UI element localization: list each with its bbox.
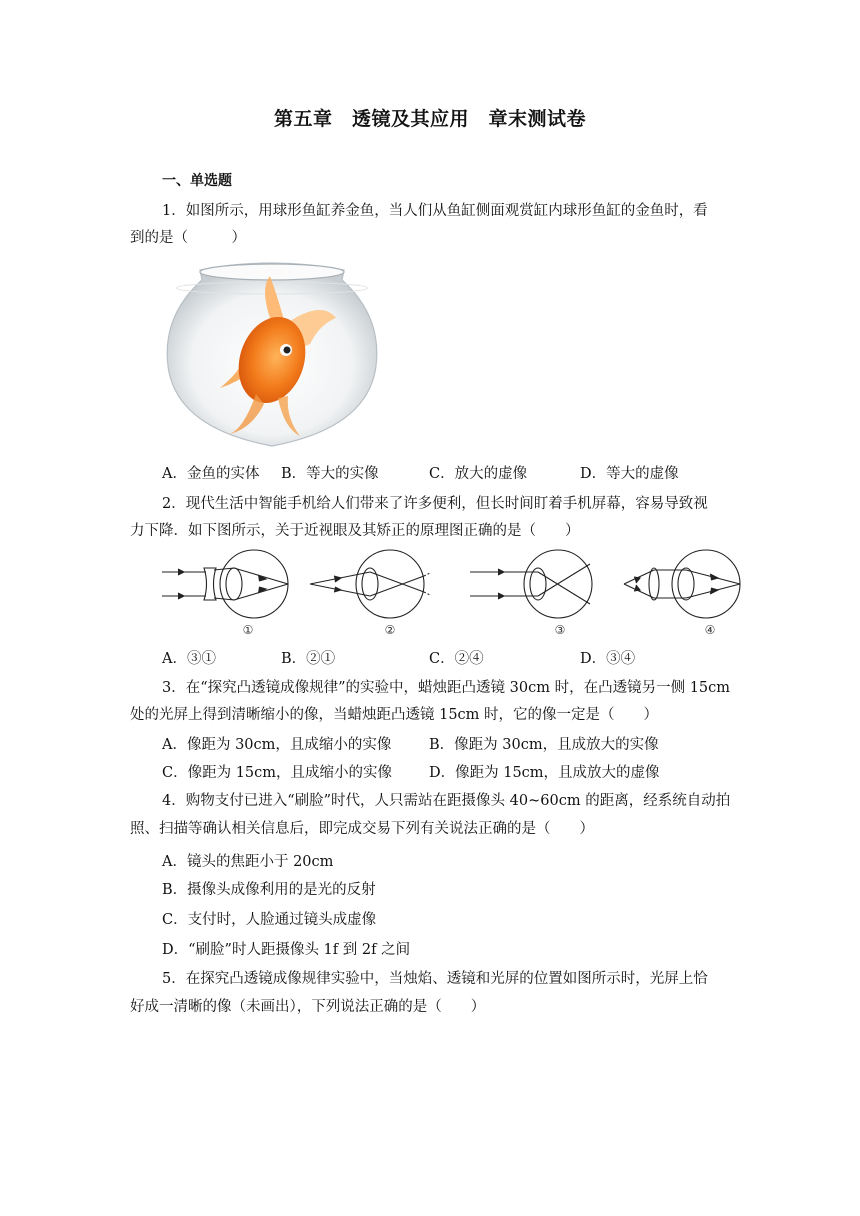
q1-text-line2: 到的是（ ） bbox=[130, 230, 246, 246]
q2-option-a: A．③① bbox=[162, 651, 216, 667]
q4-option-c: C．支付时，人脸通过镜头成虚像 bbox=[162, 912, 377, 928]
page-title: 第五章 透镜及其应用 章末测试卷 bbox=[273, 108, 586, 130]
section-heading: 一、单选题 bbox=[162, 173, 232, 189]
q1-option-c: C．放大的虚像 bbox=[429, 466, 528, 482]
q3-option-d: D．像距为 15cm，且成放大的虚像 bbox=[429, 765, 660, 781]
eye-diagram-4 bbox=[624, 550, 740, 618]
q4-text-line2: 照、扫描等确认相关信息后，即完成交易下列有关说法正确的是（ ） bbox=[130, 821, 594, 837]
q5-text-line1: 5．在探究凸透镜成像规律实验中，当烛焰、透镜和光屏的位置如图所示时，光屏上恰 bbox=[162, 971, 708, 987]
q2-text-line2: 力下降．如下图所示，关于近视眼及其矫正的原理图正确的是（ ） bbox=[130, 523, 580, 539]
q1-text-line1: 1．如图所示，用球形鱼缸养金鱼，当人们从鱼缸侧面观赏缸内球形鱼缸的金鱼时，看 bbox=[162, 203, 708, 219]
q3-option-c: C．像距为 15cm，且成缩小的实像 bbox=[162, 765, 393, 781]
eye-diagram-1 bbox=[162, 550, 288, 618]
q4-option-d: D．“刷脸”时人距摄像头 1f 到 2f 之间 bbox=[162, 942, 411, 958]
q1-option-a: A．金鱼的实体 bbox=[162, 466, 260, 482]
q1-option-b: B．等大的实像 bbox=[281, 466, 379, 482]
q3-text-line1: 3．在“探究凸透镜成像规律”的实验中，蜡烛距凸透镜 30cm 时，在凸透镜另一侧 15cm bbox=[162, 680, 731, 696]
q3-text-line2: 处的光屏上得到清晰缩小的像，当蜡烛距凸透镜 15cm 时，它的像一定是（ ） bbox=[130, 707, 659, 723]
q4-option-b: B．摄像头成像利用的是光的反射 bbox=[162, 882, 376, 898]
q4-text-line1: 4．购物支付已进入“刷脸”时代，人只需站在距摄像头 40~60cm 的距离，经系统自动拍 bbox=[162, 793, 731, 809]
q3-option-b: B．像距为 30cm，且成放大的实像 bbox=[429, 737, 659, 753]
diagram-label-1: ① bbox=[242, 623, 254, 637]
q2-option-d: D．③④ bbox=[580, 651, 636, 667]
q2-option-c: C．②④ bbox=[429, 651, 484, 667]
diagram-label-3: ③ bbox=[554, 623, 566, 637]
eye-diagrams bbox=[158, 548, 748, 640]
goldfish-bowl-image bbox=[160, 258, 384, 448]
diagram-label-2: ② bbox=[384, 623, 396, 637]
q3-option-a: A．像距为 30cm，且成缩小的实像 bbox=[162, 737, 392, 753]
q2-text-line1: 2．现代生活中智能手机给人们带来了许多便利，但长时间盯着手机屏幕，容易导致视 bbox=[162, 496, 708, 512]
diagram-label-4: ④ bbox=[704, 623, 716, 637]
q1-option-d: D．等大的虚像 bbox=[580, 466, 679, 482]
q5-text-line2: 好成一清晰的像（未画出），下列说法正确的是（ ） bbox=[130, 999, 486, 1015]
eye-diagram-2 bbox=[310, 550, 430, 618]
eye-diagram-3 bbox=[470, 550, 592, 618]
q2-option-b: B．②① bbox=[281, 651, 336, 667]
q4-option-a: A．镜头的焦距小于 20cm bbox=[162, 854, 334, 870]
